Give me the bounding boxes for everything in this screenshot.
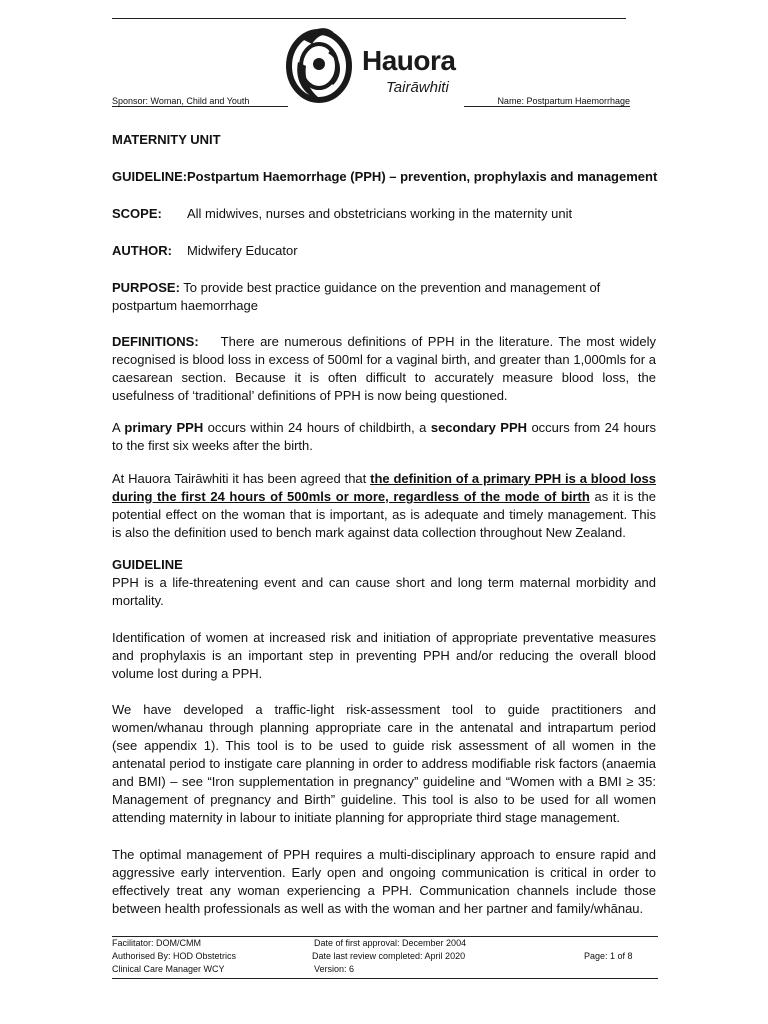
- author-row: [112, 242, 672, 260]
- scope-row: [112, 205, 672, 223]
- logo-wordmark: Hauora: [362, 45, 456, 76]
- header-top-rule: [112, 18, 626, 19]
- agreed-definition-paragraph: [112, 470, 656, 542]
- footer-bottom-rule: [112, 978, 658, 979]
- footer-first-approval: Date of first approval: December 2004: [314, 938, 467, 948]
- footer-page-number: Page: 1 of 8: [584, 951, 633, 961]
- guideline-paragraph-1: PPH is a life-threatening event and can cause short and long term maternal morbidity and mortality.: [112, 575, 656, 608]
- guideline-paragraph-4: The optimal management of PPH requires a multi-disciplinary approach to ensure rapid and aggressive early intervention. Early open and ongoing communication is critical in order to effectively treat any woman experiencing a PPH. Communication channels include those between health professionals as well as with the woman and her partner and family/whānau.: [112, 847, 656, 916]
- purpose-label: PURPOSE:: [112, 280, 180, 295]
- guideline-label: GUIDELINE:: [112, 169, 188, 184]
- hauora-logo-icon: [284, 22, 354, 104]
- unit-heading: MATERNITY UNIT: [112, 132, 221, 147]
- definitions-label: DEFINITIONS:: [112, 334, 199, 349]
- footer-last-review: Date last review completed: April 2020: [312, 951, 466, 961]
- agreed-para-start: At Hauora Tairāwhiti it has been agreed that: [112, 471, 371, 486]
- guideline-title: Postpartum Haemorrhage (PPH) – prevention, prophylaxis and management: [187, 169, 658, 184]
- footer-version: Version: 6: [314, 964, 355, 974]
- purpose-paragraph: [112, 279, 656, 315]
- scope-label: SCOPE:: [112, 206, 162, 221]
- definitions-paragraph: [112, 333, 656, 405]
- sponsor-field: Sponsor: Woman, Child and Youth: [112, 96, 250, 106]
- name-underline: [464, 106, 630, 107]
- primary-secondary-paragraph: [112, 419, 656, 455]
- sponsor-underline: [112, 106, 288, 107]
- primary-para-mid: occurs within 24 hours of childbirth, a: [203, 420, 431, 435]
- footer-authorised: Authorised By: HOD Obstetrics: [112, 951, 237, 961]
- agreed-definition-emphasis: the definition of a primary PPH is a blood loss during the first 24 hours of 500mls or more, regardless of the mode of birth: [112, 471, 657, 504]
- primary-pph-term: primary PPH: [124, 420, 204, 435]
- guideline-paragraph-2: Identification of women at increased risk and initiation of appropriate preventative measures and prophylaxis is an important step in preventing PPH and/or reducing the overall blood volume lost during a PPH.: [112, 630, 656, 681]
- agreed-para-end: as it is the potential effect on the woman that is important, as is adequate and timely management. This is also the definition used to bench mark against data collection throughout New Zealand.: [112, 489, 657, 540]
- scope-value: All midwives, nurses and obstetricians working in the maternity unit: [187, 206, 573, 221]
- footer-facilitator: Facilitator: DOM/CMM: [112, 938, 202, 948]
- guideline-row: [112, 168, 672, 186]
- purpose-text: To provide best practice guidance on the prevention and management of postpartum haemorrhage: [112, 280, 601, 313]
- guideline-paragraph-3: We have developed a traffic-light risk-assessment tool to guide practitioners and women/whanau through planning appropriate care in the antenatal and intrapartum period (see appendix 1). This tool is to be used to guide risk assessment of all women in the antenatal period to instigate care planning in order to address modifiable risk factors (anaemia and BMI) – see “Iron supplementation in pregnancy” guideline and “Women with a BMI ≥ 35: Management of pregnancy and Birth” guideline. This tool is also to be used for all women attending maternity in labour to initiate planning for appropriate third stage management.: [112, 702, 656, 825]
- definitions-text: There are numerous definitions of PPH in the literature. The most widely recognised is blood loss in excess of 500ml for a vaginal birth, and greater than 1,000mls for a caesarean section. Because it is often difficult to accurately measure blood loss, the usefulness of ‘traditional’ definitions of PPH is now being questioned.: [112, 334, 656, 403]
- footer-clinical: Clinical Care Manager WCY: [112, 964, 225, 974]
- name-field: Name: Postpartum Haemorrhage: [497, 96, 630, 106]
- logo-subtitle: Tairāwhiti: [386, 79, 449, 96]
- author-value: Midwifery Educator: [187, 243, 298, 258]
- secondary-pph-term: secondary PPH: [430, 420, 528, 435]
- author-label: AUTHOR:: [112, 243, 172, 258]
- primary-para-end: occurs from 24 hours to the first six weeks after the birth.: [112, 420, 656, 453]
- primary-para-start: A: [112, 420, 125, 435]
- guideline-heading: GUIDELINE: [112, 557, 183, 572]
